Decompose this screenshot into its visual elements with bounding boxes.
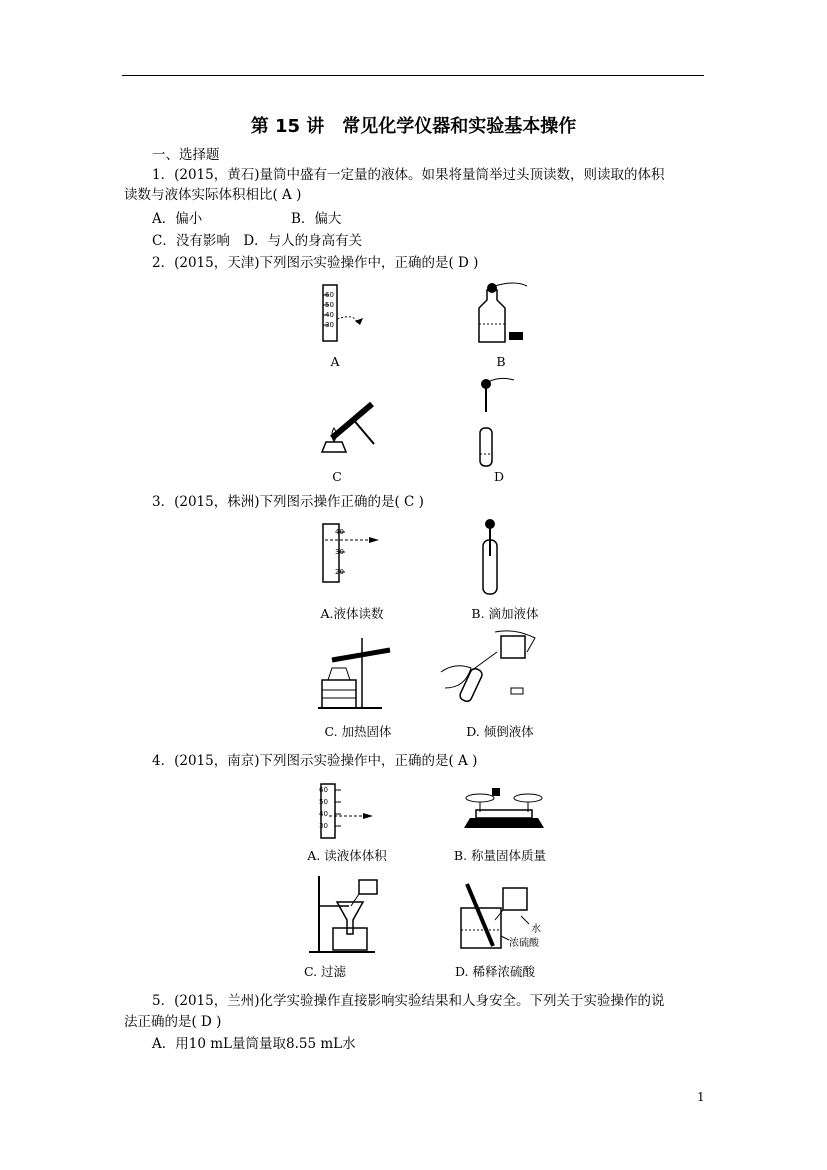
q3-fig-a-cylinder: [315, 522, 390, 584]
q2-label-b: B: [496, 354, 506, 369]
q3-stem: 3．(2015，株洲)下列图示操作正确的是( C ): [152, 494, 424, 510]
q3-fig-c-heating: [312, 632, 402, 712]
q2-fig-a-cylinder: [315, 283, 375, 343]
q4-fig-a-cylinder: [315, 782, 375, 840]
q3-fig-b-dropper: [472, 516, 512, 596]
q4-label-d: D. 稀释浓硫酸: [454, 964, 536, 979]
q4-tick-30: 30: [319, 822, 328, 830]
q2-label-c: C: [332, 469, 342, 484]
q4-label-c: C. 过滤: [303, 964, 347, 979]
page-title: 第 15 讲 常见化学仪器和实验基本操作: [250, 116, 577, 137]
q2-tick-50: 50: [325, 301, 334, 309]
q3-label-b: B. 滴加液体: [471, 606, 539, 621]
q3-tick-40: 40: [335, 528, 344, 536]
q3-label-d: D. 倾倒液体: [466, 724, 534, 739]
q1-stem-line2: 读数与液体实际体积相比( A ): [124, 187, 302, 203]
q2-tick-30: 30: [325, 321, 334, 329]
q2-fig-d-dropper: [470, 374, 520, 468]
eye-icon: [363, 813, 373, 819]
header-rule: [122, 75, 704, 76]
q3-fig-d-pouring: [435, 628, 545, 708]
section-heading: 一、选择题: [152, 147, 220, 163]
page-number: 1: [697, 1090, 705, 1104]
q3-label-a: A.液体读数: [320, 606, 384, 621]
q4-water-label: 水: [531, 924, 541, 935]
q4-fig-d-dilution: [455, 880, 555, 952]
q1-stem-line1: 1．(2015，黄石)量筒中盛有一定量的液体。如果将量筒举过头顶读数，则读取的体积: [152, 167, 665, 183]
q5-option-a: A．用10 mL量筒量取8.55 mL水: [152, 1036, 356, 1052]
q2-fig-c-heating: [312, 398, 382, 458]
q2-label-a: A: [330, 354, 340, 369]
q4-tick-60: 60: [319, 786, 328, 794]
q1-option-a: A．偏小: [152, 211, 203, 227]
q3-label-c: C. 加热固体: [324, 724, 392, 739]
q4-acid-label: 浓硫酸: [509, 938, 539, 949]
eye-icon: [355, 318, 363, 325]
q5-stem-line2: 法正确的是( D ): [124, 1014, 222, 1030]
q4-tick-40: 40: [319, 810, 328, 818]
q4-tick-50: 50: [319, 798, 328, 806]
q4-fig-b-balance: [462, 782, 546, 832]
q3-tick-30: 30: [335, 548, 344, 556]
q2-tick-60: 60: [325, 291, 334, 299]
q5-stem-line1: 5．(2015，兰州)化学实验操作直接影响实验结果和人身安全。下列关于实验操作的说: [152, 993, 665, 1009]
q4-label-a: A. 读液体体积: [307, 848, 387, 863]
q1-option-b: B．偏大: [291, 211, 342, 227]
q1-option-cd: C．没有影响 D．与人的身高有关: [152, 233, 363, 249]
q4-label-b: B. 称量固体质量: [453, 848, 547, 863]
q4-stem: 4．(2015，南京)下列图示实验操作中，正确的是( A ): [152, 753, 478, 769]
q2-stem: 2．(2015，天津)下列图示实验操作中，正确的是( D ): [152, 255, 479, 271]
q2-fig-b-bottle: [465, 280, 535, 346]
q2-tick-40: 40: [325, 311, 334, 319]
q3-tick-20: 20: [335, 568, 344, 576]
q2-label-d: D: [493, 469, 505, 484]
eye-icon: [369, 537, 379, 543]
q4-fig-c-filtration: [305, 872, 395, 956]
